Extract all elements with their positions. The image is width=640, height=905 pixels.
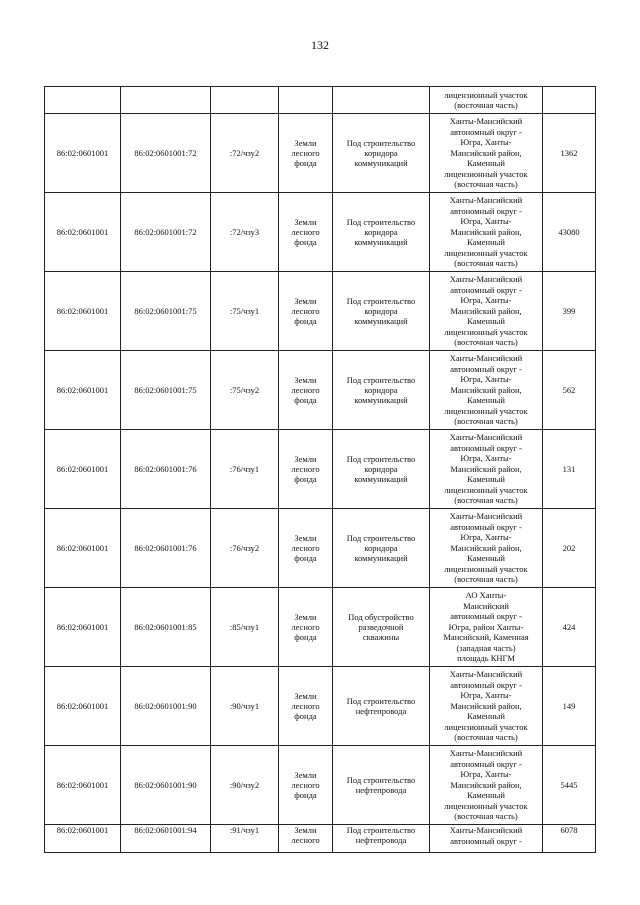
cell-cadastral-quarter: 86:02:0601001 <box>45 667 121 746</box>
cell-location: Ханты-Мансийский автономный округ - Югра, Ханты- Мансийский район, Каменный лицензионный участок (восточная часть) <box>430 272 543 351</box>
cell-parcel-number: 86:02:0601001:76 <box>121 430 211 509</box>
cell-cadastral-quarter: 86:02:0601001 <box>45 351 121 430</box>
cell-land-category: Земли лесного фонда <box>279 272 333 351</box>
cell-location: Ханты-Мансийский автономный округ - Югра, Ханты- Мансийский район, Каменный лицензионный участок (восточная часть) <box>430 509 543 588</box>
table-row <box>45 509 596 588</box>
cell-location: Ханты-Мансийский автономный округ - Югра, Ханты- Мансийский район, Каменный лицензионный участок (восточная часть) <box>430 430 543 509</box>
cell-purpose: Под строительство коридора коммуникаций <box>333 193 430 272</box>
cell-location: АО Ханты- Мансийский автономный округ - Югра, район Ханты- Мансийский, Каменная (западная часть) площадь КНГМ <box>430 588 543 667</box>
cell-purpose: Под строительство нефтепровода <box>333 746 430 825</box>
table-row-continued <box>45 87 596 114</box>
cell-area: 149 <box>543 667 596 746</box>
table-row <box>45 667 596 746</box>
cell-part-designation: :76/чзу1 <box>211 430 279 509</box>
table-row <box>45 351 596 430</box>
page-number: 132 <box>311 38 329 52</box>
cell-empty <box>333 87 430 114</box>
cell-parcel-number: 86:02:0601001:90 <box>121 667 211 746</box>
cell-location: Ханты-Мансийский автономный округ - Югра, Ханты- Мансийский район, Каменный лицензионный участок (восточная часть) <box>430 667 543 746</box>
cell-cadastral-quarter: 86:02:0601001 <box>45 588 121 667</box>
cell-part-designation: :90/чзу2 <box>211 746 279 825</box>
cell-parcel-number: 86:02:0601001:94 <box>121 825 211 853</box>
cell-land-category: Земли лесного фонда <box>279 746 333 825</box>
land-plots-table <box>44 86 596 853</box>
cell-location: Ханты-Мансийский автономный округ - <box>430 825 543 853</box>
cell-purpose: Под обустройство разведочной скважины <box>333 588 430 667</box>
cell-purpose: Под строительство коридора коммуникаций <box>333 272 430 351</box>
cell-part-designation: :90/чзу1 <box>211 667 279 746</box>
cell-empty <box>543 87 596 114</box>
cell-part-designation: :91/чзу1 <box>211 825 279 853</box>
cell-part-designation: :75/чзу1 <box>211 272 279 351</box>
table-row <box>45 193 596 272</box>
table-row <box>45 588 596 667</box>
cell-location: лицензионный участок (восточная часть) <box>430 87 543 114</box>
cell-area: 1362 <box>543 114 596 193</box>
cell-part-designation: :75/чзу2 <box>211 351 279 430</box>
cell-parcel-number: 86:02:0601001:75 <box>121 351 211 430</box>
cell-area: 424 <box>543 588 596 667</box>
cell-purpose: Под строительство коридора коммуникаций <box>333 430 430 509</box>
cell-area: 202 <box>543 509 596 588</box>
cell-area: 562 <box>543 351 596 430</box>
cell-cadastral-quarter: 86:02:0601001 <box>45 114 121 193</box>
cell-empty <box>211 87 279 114</box>
cell-purpose: Под строительство коридора коммуникаций <box>333 351 430 430</box>
cell-parcel-number: 86:02:0601001:76 <box>121 509 211 588</box>
cell-parcel-number: 86:02:0601001:72 <box>121 193 211 272</box>
cell-land-category: Земли лесного фонда <box>279 114 333 193</box>
cell-land-category: Земли лесного фонда <box>279 588 333 667</box>
cell-purpose: Под строительство коридора коммуникаций <box>333 114 430 193</box>
cell-part-designation: :76/чзу2 <box>211 509 279 588</box>
cell-land-category: Земли лесного фонда <box>279 430 333 509</box>
cell-area: 43080 <box>543 193 596 272</box>
cell-area: 399 <box>543 272 596 351</box>
cell-location: Ханты-Мансийский автономный округ - Югра, Ханты- Мансийский район, Каменный лицензионный участок (восточная часть) <box>430 351 543 430</box>
cell-purpose: Под строительство нефтепровода <box>333 825 430 853</box>
cell-cadastral-quarter: 86:02:0601001 <box>45 430 121 509</box>
cell-empty <box>45 87 121 114</box>
cell-purpose: Под строительство коридора коммуникаций <box>333 509 430 588</box>
cell-cadastral-quarter: 86:02:0601001 <box>45 509 121 588</box>
cell-area: 5445 <box>543 746 596 825</box>
cell-part-designation: :72/чзу2 <box>211 114 279 193</box>
cell-land-category: Земли лесного фонда <box>279 193 333 272</box>
cell-empty <box>279 87 333 114</box>
cell-parcel-number: 86:02:0601001:85 <box>121 588 211 667</box>
cell-purpose: Под строительство нефтепровода <box>333 667 430 746</box>
cell-part-designation: :72/чзу3 <box>211 193 279 272</box>
cell-cadastral-quarter: 86:02:0601001 <box>45 746 121 825</box>
cell-cadastral-quarter: 86:02:0601001 <box>45 825 121 853</box>
table-row <box>45 746 596 825</box>
cell-area: 6078 <box>543 825 596 853</box>
cell-land-category: Земли лесного фонда <box>279 509 333 588</box>
cell-parcel-number: 86:02:0601001:75 <box>121 272 211 351</box>
cell-location: Ханты-Мансийский автономный округ - Югра, Ханты- Мансийский район, Каменный лицензионный участок (восточная часть) <box>430 193 543 272</box>
cell-parcel-number: 86:02:0601001:90 <box>121 746 211 825</box>
cell-parcel-number: 86:02:0601001:72 <box>121 114 211 193</box>
cell-location: Ханты-Мансийский автономный округ - Югра, Ханты- Мансийский район, Каменный лицензионный участок (восточная часть) <box>430 114 543 193</box>
table-row <box>45 272 596 351</box>
cell-part-designation: :85/чзу1 <box>211 588 279 667</box>
table-row <box>45 430 596 509</box>
cell-cadastral-quarter: 86:02:0601001 <box>45 193 121 272</box>
cell-land-category: Земли лесного фонда <box>279 667 333 746</box>
cell-location: Ханты-Мансийский автономный округ - Югра, Ханты- Мансийский район, Каменный лицензионный участок (восточная часть) <box>430 746 543 825</box>
cell-land-category: Земли лесного фонда <box>279 351 333 430</box>
table-row <box>45 825 596 853</box>
cell-land-category: Земли лесного <box>279 825 333 853</box>
cell-cadastral-quarter: 86:02:0601001 <box>45 272 121 351</box>
cell-empty <box>121 87 211 114</box>
table-row <box>45 114 596 193</box>
cell-area: 131 <box>543 430 596 509</box>
